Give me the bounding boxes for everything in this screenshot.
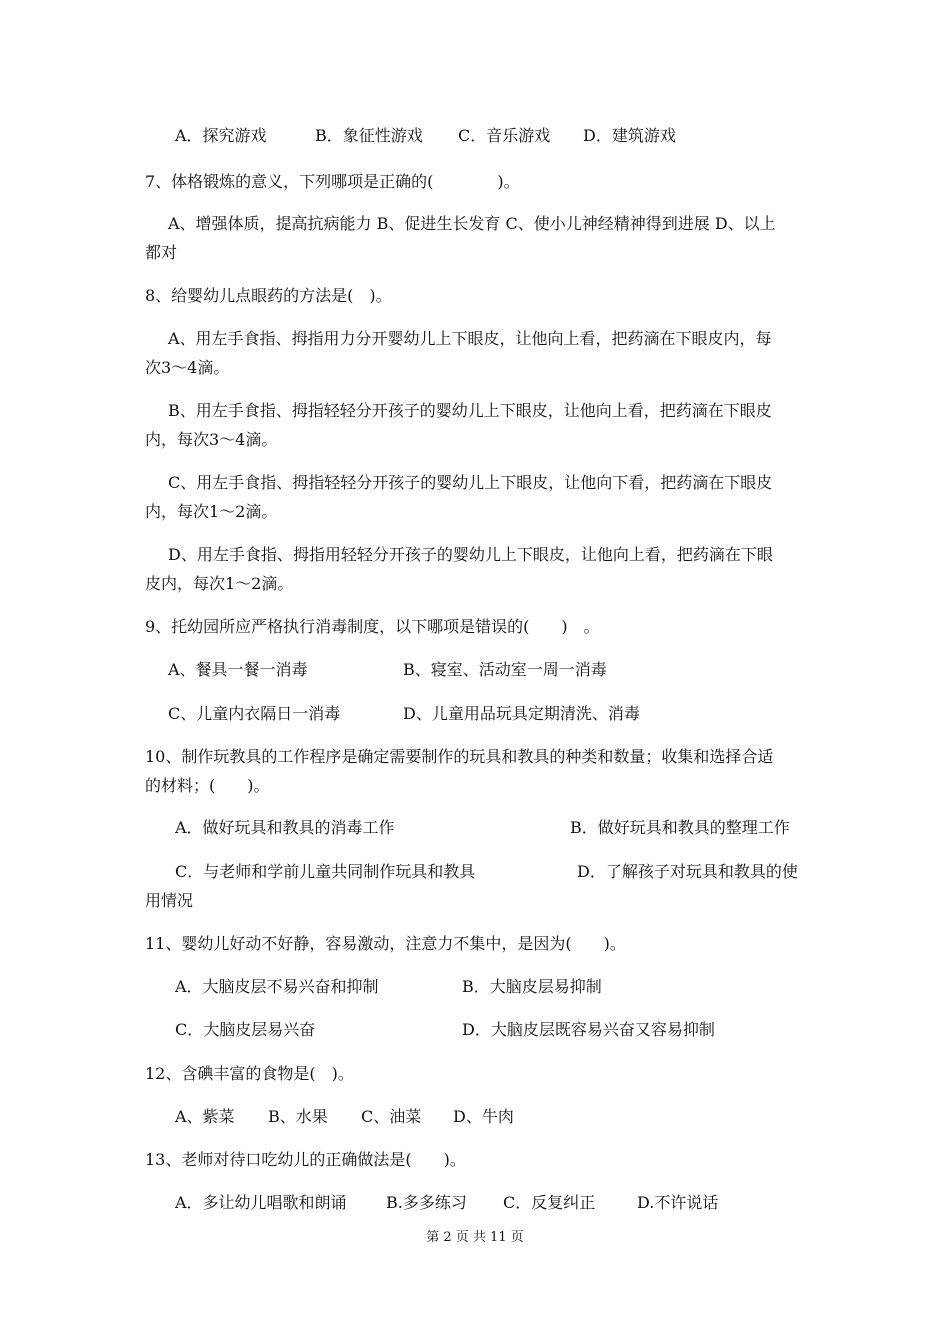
q6-option-c: C．音乐游戏 (458, 126, 551, 145)
q11-option-b: B．大脑皮层易抑制 (462, 977, 602, 996)
q8-option-b-line2: 内，每次3～4滴。 (145, 430, 278, 449)
q11-stem: 11、婴幼儿好动不好静，容易激动，注意力不集中，是因为( )。 (145, 934, 626, 953)
q8-option-a-line2: 次3～4滴。 (145, 358, 230, 377)
q13-stem: 13、老师对待口吃幼儿的正确做法是( )。 (145, 1150, 466, 1169)
q7-options-line2: 都对 (145, 243, 178, 262)
q10-option-b: B．做好玩具和教具的整理工作 (570, 818, 790, 837)
q6-option-a: A．探究游戏 (175, 126, 267, 145)
page-footer: 第 2 页 共 11 页 (426, 1230, 524, 1245)
q10-option-a: A．做好玩具和教具的消毒工作 (175, 818, 395, 837)
q12-option-a: A、紫菜 (175, 1107, 235, 1126)
q11-option-d: D．大脑皮层既容易兴奋又容易抑制 (462, 1020, 715, 1039)
q13-option-c: C．反复纠正 (503, 1193, 596, 1212)
q10-stem-line2: 的材料；( )。 (145, 776, 270, 795)
q9-option-a: A、餐具一餐一消毒 (168, 660, 308, 679)
q13-option-d: D.不许说话 (637, 1193, 719, 1212)
q7-stem: 7、体格锻炼的意义，下列哪项是正确的( )。 (145, 172, 520, 191)
q11-option-c: C．大脑皮层易兴奋 (175, 1020, 316, 1039)
q8-option-d-line1: D、用左手食指、拇指用轻轻分开孩子的婴幼儿上下眼皮，让他向上看，把药滴在下眼 (168, 545, 773, 564)
q12-option-d: D、牛肉 (453, 1107, 514, 1126)
q8-option-d-line2: 皮内，每次1～2滴。 (145, 574, 294, 593)
q9-option-c: C、儿童内衣隔日一消毒 (168, 704, 341, 723)
q8-option-c-line2: 内，每次1～2滴。 (145, 502, 278, 521)
q9-option-d: D、儿童用品玩具定期清洗、消毒 (403, 704, 640, 723)
q10-option-c: C．与老师和学前儿童共同制作玩具和教具 (175, 862, 476, 881)
q8-stem: 8、给婴幼儿点眼药的方法是( )。 (145, 286, 392, 305)
q10-option-d-line2: 用情况 (145, 891, 194, 910)
q10-option-d-line1: D．了解孩子对玩具和教具的使 (577, 862, 798, 881)
q9-option-b: B、寝室、活动室一周一消毒 (403, 660, 607, 679)
q8-option-c-line1: C、用左手食指、拇指轻轻分开孩子的婴幼儿上下眼皮，让他向下看，把药滴在下眼皮 (168, 473, 773, 492)
q8-option-a-line1: A、用左手食指、拇指用力分开婴幼儿上下眼皮，让他向上看，把药滴在下眼皮内，每 (168, 329, 772, 348)
q6-option-b: B．象征性游戏 (315, 126, 423, 145)
q13-option-b: B.多多练习 (386, 1193, 467, 1212)
q10-stem-line1: 10、制作玩教具的工作程序是确定需要制作的玩具和教具的种类和数量；收集和选择合适 (145, 747, 774, 766)
q9-stem: 9、托幼园所应严格执行消毒制度，以下哪项是错误的( ) 。 (145, 617, 600, 636)
q12-stem: 12、含碘丰富的食物是( )。 (145, 1064, 354, 1083)
q13-option-a: A．多让幼儿唱歌和朗诵 (175, 1193, 347, 1212)
q7-options-line1: A、增强体质，提高抗病能力 B、促进生长发育 C、使小儿神经精神得到进展 D、以上 (168, 214, 776, 233)
q12-option-b: B、水果 (268, 1107, 328, 1126)
q8-option-b-line1: B、用左手食指、拇指轻轻分开孩子的婴幼儿上下眼皮，让他向上看，把药滴在下眼皮 (168, 401, 772, 420)
q11-option-a: A．大脑皮层不易兴奋和抑制 (175, 977, 379, 996)
q6-option-d: D．建筑游戏 (583, 126, 676, 145)
q12-option-c: C、油菜 (361, 1107, 422, 1126)
